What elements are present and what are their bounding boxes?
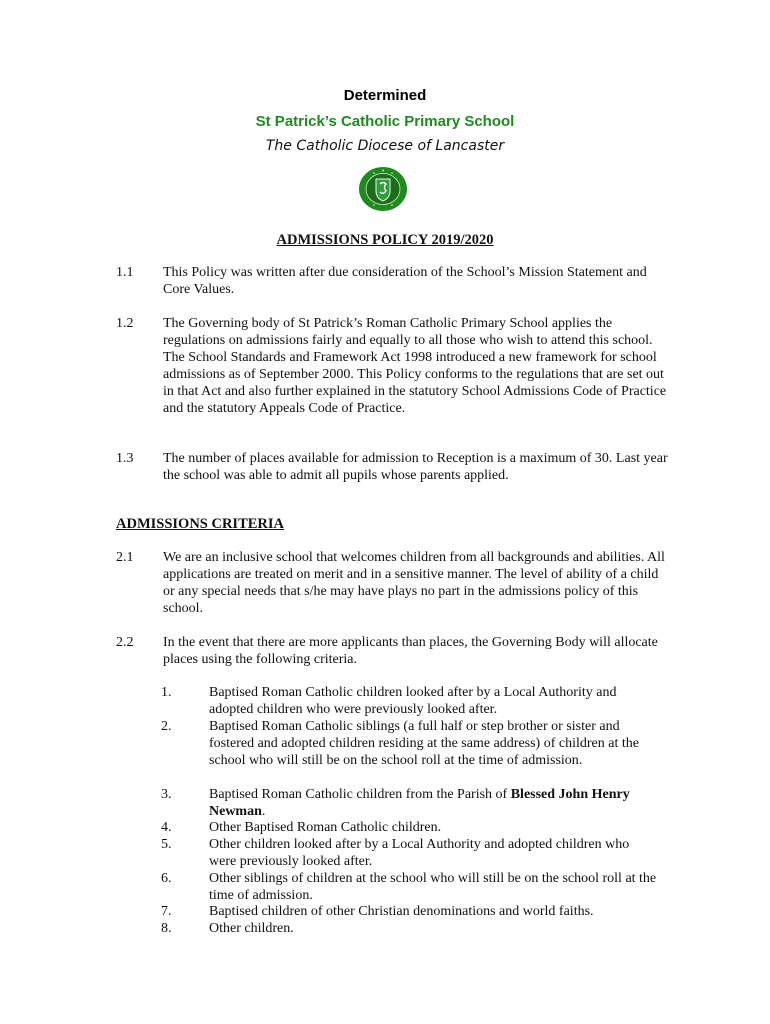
school-crest-icon [358,166,408,212]
paragraph-number: 1.3 [116,451,134,466]
paragraph-number: 2.1 [116,550,134,565]
criteria-text-end: . [261,804,266,819]
criteria-heading: ADMISSIONS CRITERIA [116,516,284,532]
criteria-text: Baptised Roman Catholic siblings (a full half or step brother or sister and fostered and adopted children residing at the same address) of children at the school who will still be on the school roll at the time of admission. [209,719,639,768]
paragraph-text: This Policy was written after due consideration of the School’s Mission Statement and Core Values. [163,265,647,297]
paragraph-number: 1.2 [116,316,134,331]
criteria-number: 3. [161,787,172,802]
criteria-text: Baptised children of other Christian denominations and world faiths. [209,904,594,919]
criteria-number: 5. [161,837,172,852]
paragraph-text: The number of places available for admission to Reception is a maximum of 30. Last year the school was able to admit all pupils whose parents applied. [163,451,668,483]
paragraph-text: We are an inclusive school that welcomes children from all backgrounds and abilities. All applications are treated on merit and in a sensitive manner. The level of ability of a child or any special needs that s/he may have plays no part in the admissions policy of this school. [163,550,665,616]
criteria-number: 4. [161,820,172,835]
criteria-number: 6. [161,871,172,886]
school-name: St Patrick’s Catholic Primary School [255,113,515,130]
paragraph-number: 1.1 [116,265,134,280]
criteria-number: 7. [161,904,172,919]
paragraph-text: In the event that there are more applicants than places, the Governing Body will allocate places using the following criteria. [163,635,658,667]
policy-title: ADMISSIONS POLICY 2019/2020 [276,232,494,248]
criteria-text: Other siblings of children at the school who will still be on the school roll at the time of admission. [209,871,657,903]
criteria-text-start: Baptised Roman Catholic children from the Parish of [209,787,511,802]
criteria-text: Other children looked after by a Local Authority and adopted children who were previously looked after. [209,837,630,869]
criteria-number: 2. [161,719,172,734]
criteria-text: Other Baptised Roman Catholic children. [209,820,442,835]
criteria-text [209,786,659,820]
criteria-text: Other children. [209,921,294,936]
criteria-number: 8. [161,921,172,936]
diocese-name: The Catholic Diocese of Lancaster [265,138,505,154]
criteria-text: Baptised Roman Catholic children looked after by a Local Authority and adopted children who were previously looked after. [209,685,617,717]
determined-label: Determined [343,87,427,104]
paragraph-number: 2.2 [116,635,134,650]
parish-name: Blessed John Henry Newman [209,787,630,819]
paragraph-text: The Governing body of St Patrick’s Roman Catholic Primary School applies the regulations on admissions fairly and equally to all those who wish to attend this school. The School Standards and Framework Act 1998 introduced a new framework for school admissions as of September 2000. This Policy conforms to the regulations that are set out in that Act and also further explained in the statutory School Admissions Code of Practice and the statutory Appeals Code of Practice. [163,316,667,416]
criteria-number: 1. [161,685,172,700]
